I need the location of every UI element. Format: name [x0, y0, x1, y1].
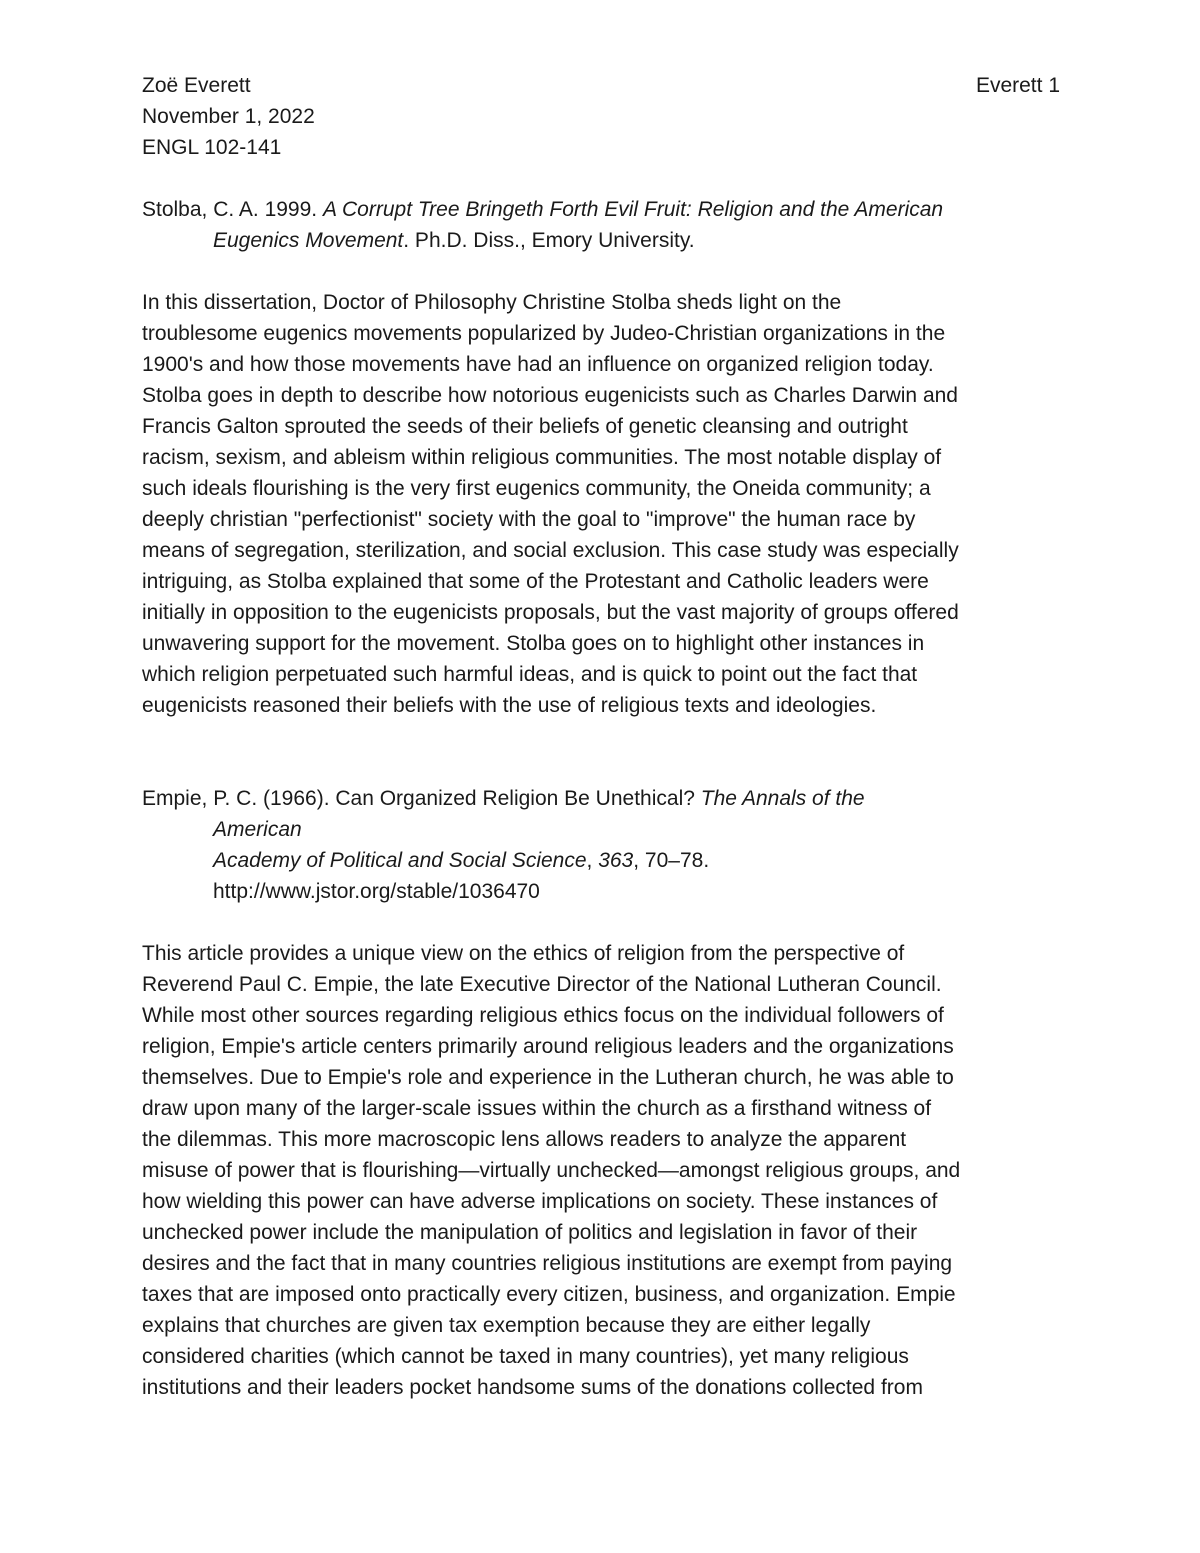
author-name: Zoë Everett: [142, 74, 251, 97]
paragraph-line: unchecked power include the manipulation of politics and legislation in favor of their: [142, 1221, 918, 1244]
citation-url: http://www.jstor.org/stable/1036470: [213, 880, 540, 903]
course: ENGL 102-141: [142, 136, 282, 159]
citation-journal: The Annals of the: [700, 787, 865, 810]
paragraph-line: Stolba goes in depth to describe how notorious eugenicists such as Charles Darwin and: [142, 384, 958, 407]
annotation-empie: [142, 938, 1060, 1403]
citation-text: ,: [586, 849, 599, 872]
paragraph-line: deeply christian "perfectionist" society with the goal to "improve" the human race by: [142, 508, 916, 531]
paragraph-line: which religion perpetuated such harmful ideas, and is quick to point out the fact that: [142, 663, 918, 686]
paragraph-line: themselves. Due to Empie's role and experience in the Lutheran church, he was able to: [142, 1066, 954, 1089]
paragraph-line: draw upon many of the larger-scale issues within the church as a firsthand witness of: [142, 1097, 932, 1120]
paragraph-line: In this dissertation, Doctor of Philosophy Christine Stolba sheds light on the: [142, 291, 842, 314]
citation-text: Stolba, C. A. 1999.: [142, 198, 323, 221]
header-row: [142, 70, 1060, 101]
paragraph-line: This article provides a unique view on the ethics of religion from the perspective of: [142, 942, 905, 965]
paragraph-line: misuse of power that is flourishing—virtually unchecked—amongst religious groups, and: [142, 1159, 961, 1182]
paragraph-line: racism, sexism, and ableism within religious communities. The most notable display of: [142, 446, 942, 469]
citation-journal: Academy of Political and Social Science: [213, 849, 587, 872]
page-number: Everett 1: [975, 74, 1060, 97]
citation-title: Eugenics Movement: [213, 229, 404, 252]
paragraph-line: considered charities (which cannot be taxed in many countries), yet many religious: [142, 1345, 909, 1368]
document-page: [142, 70, 1060, 1403]
citation-title: A Corrupt Tree Bringeth Forth Evil Fruit: Religion and the American: [322, 198, 944, 221]
paragraph-line: Francis Galton sprouted the seeds of their beliefs of genetic cleansing and outright: [142, 415, 908, 438]
paragraph-line: the dilemmas. This more macroscopic lens allows readers to analyze the apparent: [142, 1128, 907, 1151]
paragraph-line: 1900's and how those movements have had an influence on organized religion today.: [142, 353, 934, 376]
paragraph-line: While most other sources regarding religious ethics focus on the individual followers of: [142, 1004, 944, 1027]
annotation-stolba: [142, 287, 1060, 721]
date: November 1, 2022: [142, 105, 315, 128]
citation-line: [142, 225, 1060, 256]
citation-line: [142, 845, 1060, 876]
spacer: [142, 721, 1060, 783]
paragraph-line: Reverend Paul C. Empie, the late Executive Director of the National Lutheran Council.: [142, 973, 942, 996]
paragraph-line: troublesome eugenics movements popularized by Judeo-Christian organizations in the: [142, 322, 946, 345]
spacer: [142, 907, 1060, 938]
paragraph-line: desires and the fact that in many countries religious institutions are exempt from paying: [142, 1252, 953, 1275]
paragraph-line: unwavering support for the movement. Stolba goes on to highlight other instances in: [142, 632, 925, 655]
citation-text: . Ph.D. Diss., Emory University.: [403, 229, 695, 252]
citation-line: [142, 814, 1060, 845]
citation-pages: , 70–78.: [633, 849, 710, 872]
paragraph-line: such ideals flourishing is the very first eugenics community, the Oneida community; a: [142, 477, 931, 500]
citation-empie: [142, 783, 1060, 907]
citation-line: [142, 194, 1060, 225]
paragraph-line: explains that churches are given tax exemption because they are either legally: [142, 1314, 871, 1337]
paragraph-line: means of segregation, sterilization, and social exclusion. This case study was especially: [142, 539, 959, 562]
paragraph-line: initially in opposition to the eugenicists proposals, but the vast majority of groups offered: [142, 601, 959, 624]
paragraph-line: eugenicists reasoned their beliefs with the use of religious texts and ideologies.: [142, 694, 877, 717]
paragraph-line: taxes that are imposed onto practically every citizen, business, and organization. Empie: [142, 1283, 956, 1306]
citation-line: [142, 783, 1060, 814]
paragraph-line: intriguing, as Stolba explained that some of the Protestant and Catholic leaders were: [142, 570, 929, 593]
citation-stolba: [142, 194, 1060, 256]
spacer: [142, 163, 1060, 194]
paragraph-line: institutions and their leaders pocket handsome sums of the donations collected from: [142, 1376, 923, 1399]
citation-journal: American: [213, 818, 302, 841]
paragraph-line: how wielding this power can have adverse implications on society. These instances of: [142, 1190, 938, 1213]
citation-text: Empie, P. C. (1966). Can Organized Religion Be Unethical?: [142, 787, 701, 810]
spacer: [142, 256, 1060, 287]
citation-volume: 363: [598, 849, 634, 872]
paragraph-line: religion, Empie's article centers primarily around religious leaders and the organizations: [142, 1035, 954, 1058]
